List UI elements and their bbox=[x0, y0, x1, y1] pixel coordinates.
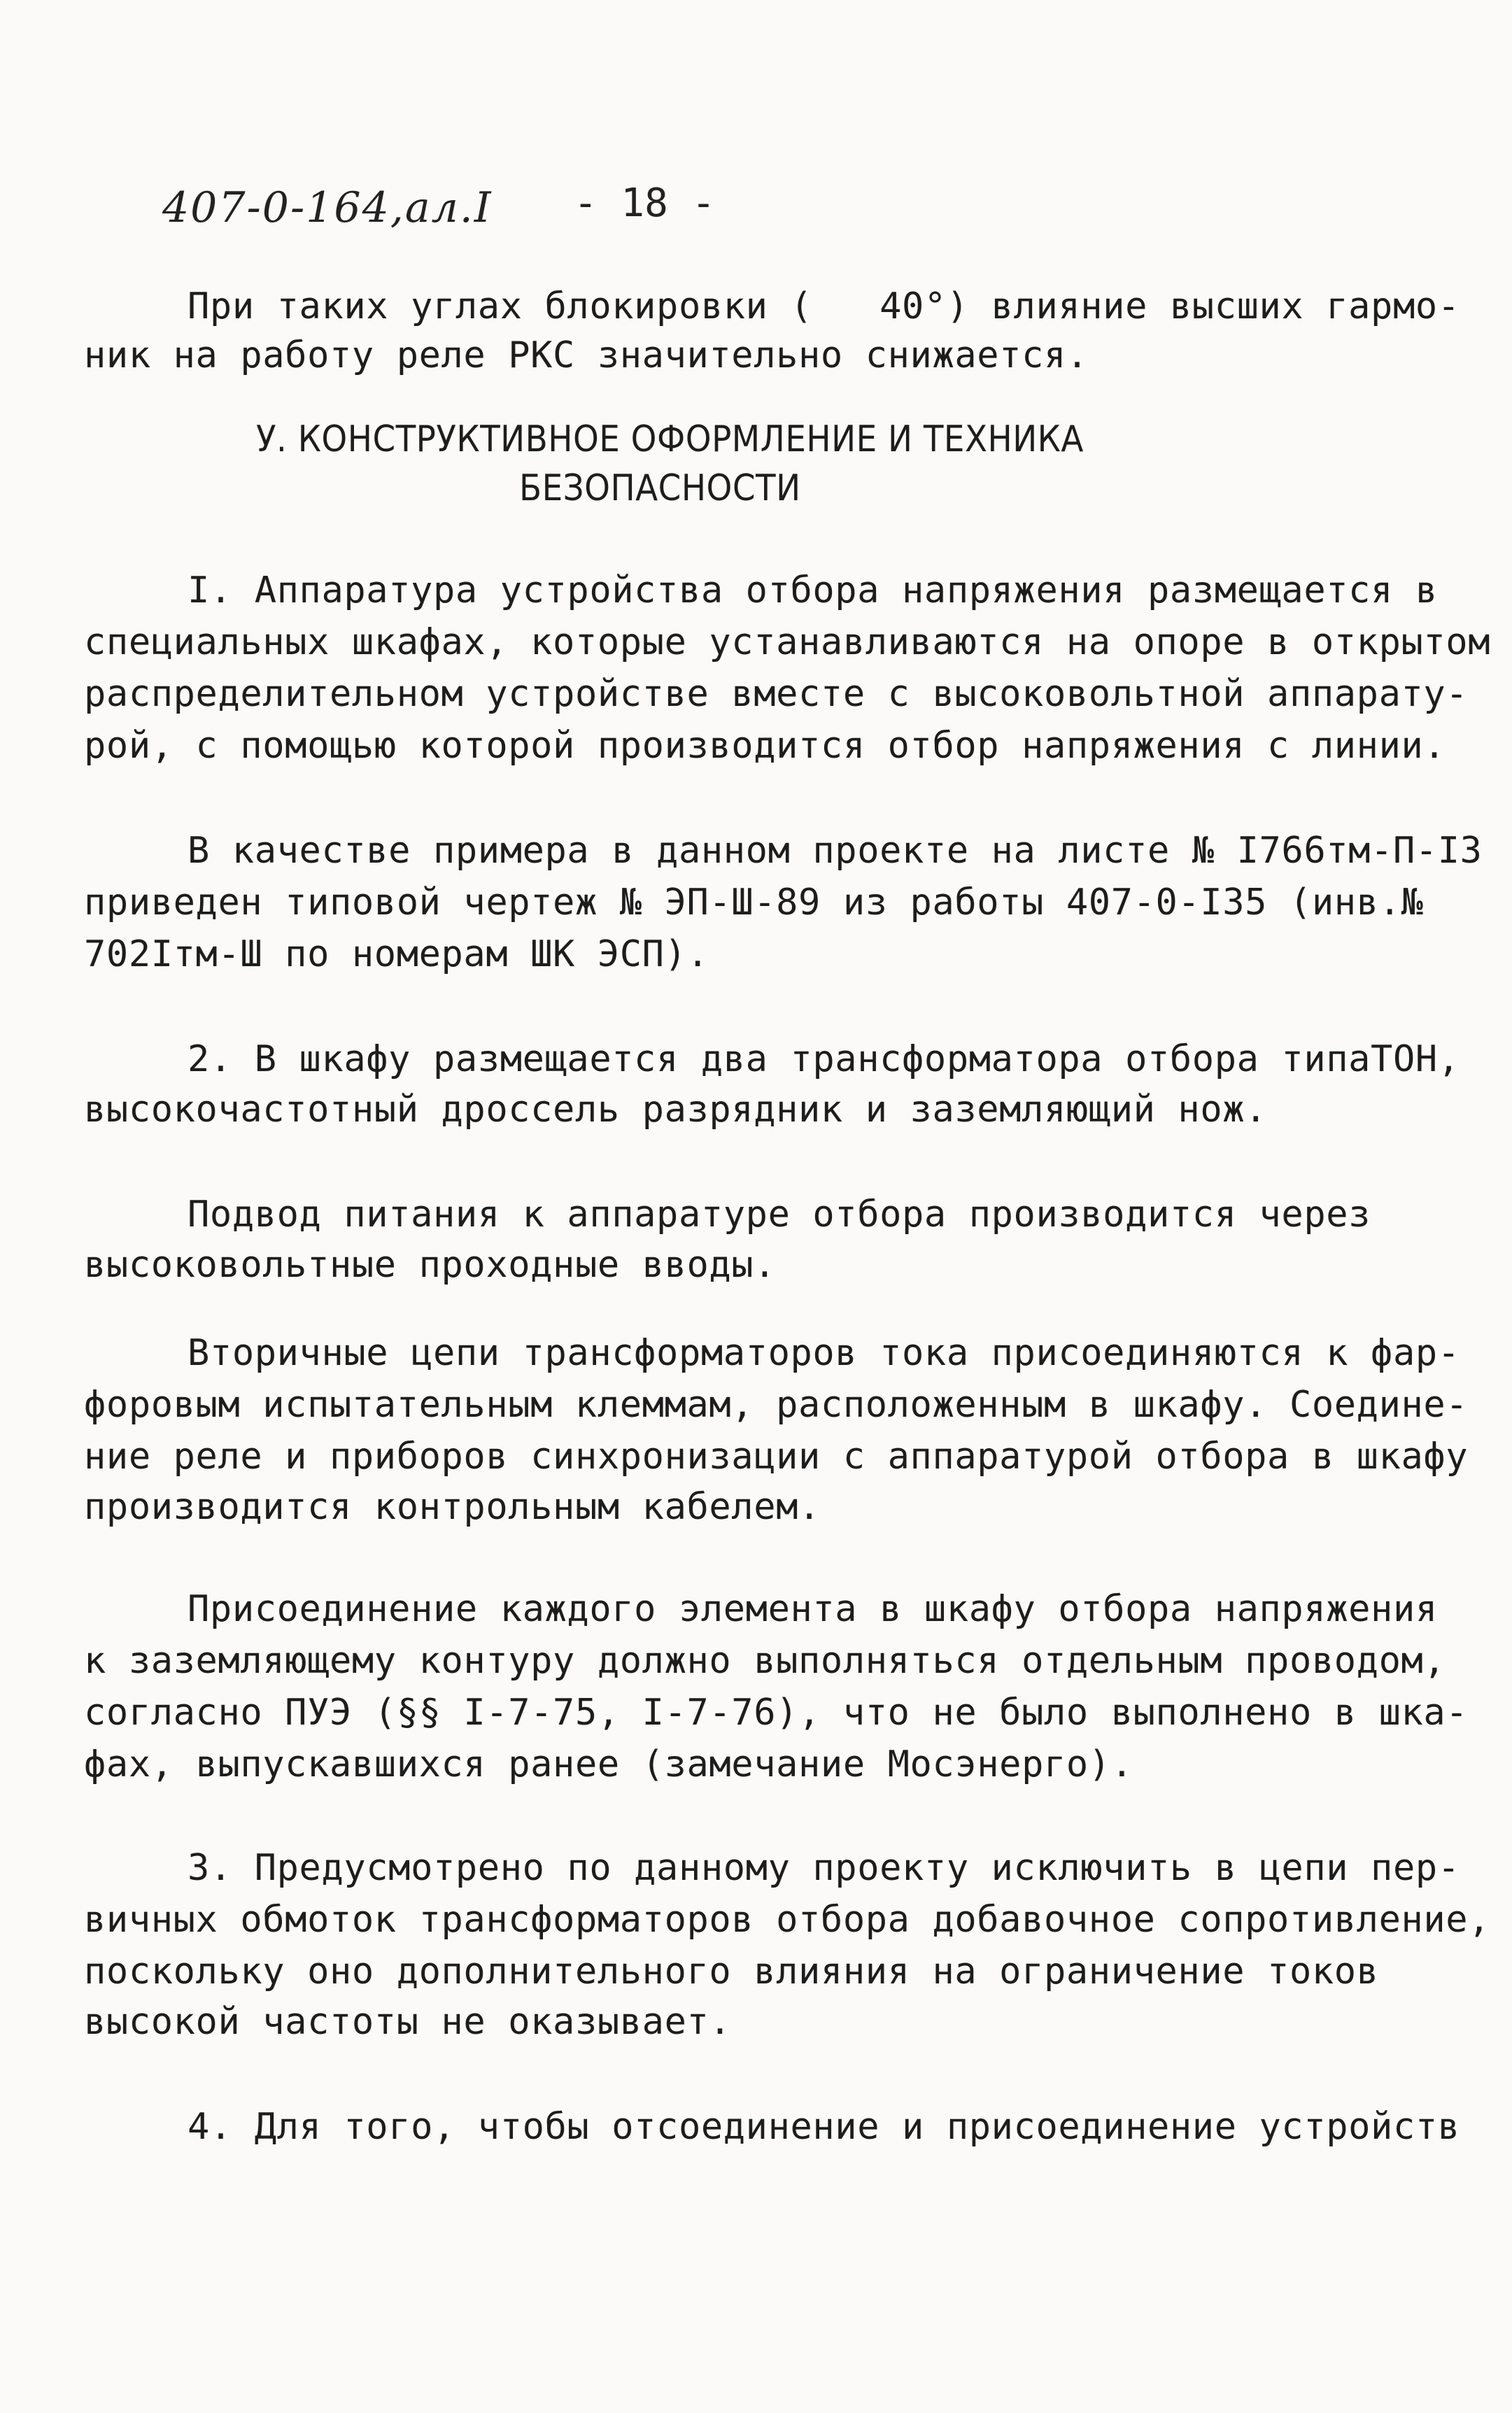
text-line: Вторичные цепи трансформаторов тока присоединяются к фар- bbox=[188, 1332, 1460, 1374]
text-line: 4. Для того, чтобы отсоединение и присоединение устройств bbox=[188, 2106, 1460, 2148]
text-line: высоковольтные проходные вводы. bbox=[84, 1244, 777, 1286]
text-line: поскольку оно дополнительного влияния на ограничение токов bbox=[84, 1951, 1379, 1993]
text-line: ник на работу реле РКС значительно снижается. bbox=[84, 334, 1089, 376]
text-line: рой, с помощью которой производится отбор напряжения с линии. bbox=[84, 725, 1446, 767]
text-line: 702Iтм-Ш по номерам ШК ЭСП). bbox=[84, 933, 709, 975]
text-line: фах, выпускавшихся ранее (замечание Мосэнерго). bbox=[84, 1743, 1133, 1785]
text-line: При таких углах блокировки ( 40°) влияние высших гармо- bbox=[188, 285, 1460, 327]
text-line: распределительном устройстве вместе с высоковольтной аппарату- bbox=[84, 673, 1469, 715]
text-line: 2. В шкафу размещается два трансформатора отбора типаТОН, bbox=[188, 1038, 1460, 1080]
page-number: - 18 - bbox=[574, 181, 716, 226]
text-line: Присоединение каждого элемента в шкафу отбора напряжения bbox=[188, 1588, 1438, 1630]
document-code-handwritten: 407-0-164,ал.I bbox=[162, 183, 493, 232]
text-line: вичных обмоток трансформаторов отбора добавочное сопротивление, bbox=[84, 1899, 1491, 1941]
text-line: к заземляющему контуру должно выполняться отдельным проводом, bbox=[84, 1640, 1446, 1682]
text-line: приведен типовой чертеж № ЭП-Ш-89 из работы 407-0-I35 (инв.№ bbox=[84, 882, 1424, 924]
section-heading-line: БЕЗОПАСНОСТИ bbox=[519, 467, 801, 509]
text-line: 3. Предусмотрено по данному проекту исключить в цепи пер- bbox=[188, 1847, 1460, 1889]
text-line: ние реле и приборов синхронизации с аппаратурой отбора в шкафу bbox=[84, 1436, 1469, 1478]
section-heading-line: У. КОНСТРУКТИВНОЕ ОФОРМЛЕНИЕ И ТЕХНИКА bbox=[256, 418, 1084, 460]
text-line: производится контрольным кабелем. bbox=[84, 1486, 821, 1528]
text-line: высокочастотный дроссель разрядник и заземляющий нож. bbox=[84, 1089, 1268, 1131]
text-line: В качестве примера в данном проекте на листе № I766тм-П-I3 bbox=[188, 830, 1483, 872]
text-line: согласно ПУЭ (§§ I-7-75, I-7-76), что не было выполнено в шка- bbox=[84, 1692, 1469, 1734]
text-line: Подвод питания к аппаратуре отбора производится через bbox=[188, 1194, 1371, 1236]
text-line: форовым испытательным клеммам, расположенным в шкафу. Соедине- bbox=[84, 1384, 1469, 1426]
text-line: высокой частоты не оказывает. bbox=[84, 2001, 732, 2043]
text-line: I. Аппаратура устройства отбора напряжения размещается в bbox=[188, 569, 1438, 611]
text-line: специальных шкафах, которые устанавливаются на опоре в открытом bbox=[84, 621, 1491, 663]
